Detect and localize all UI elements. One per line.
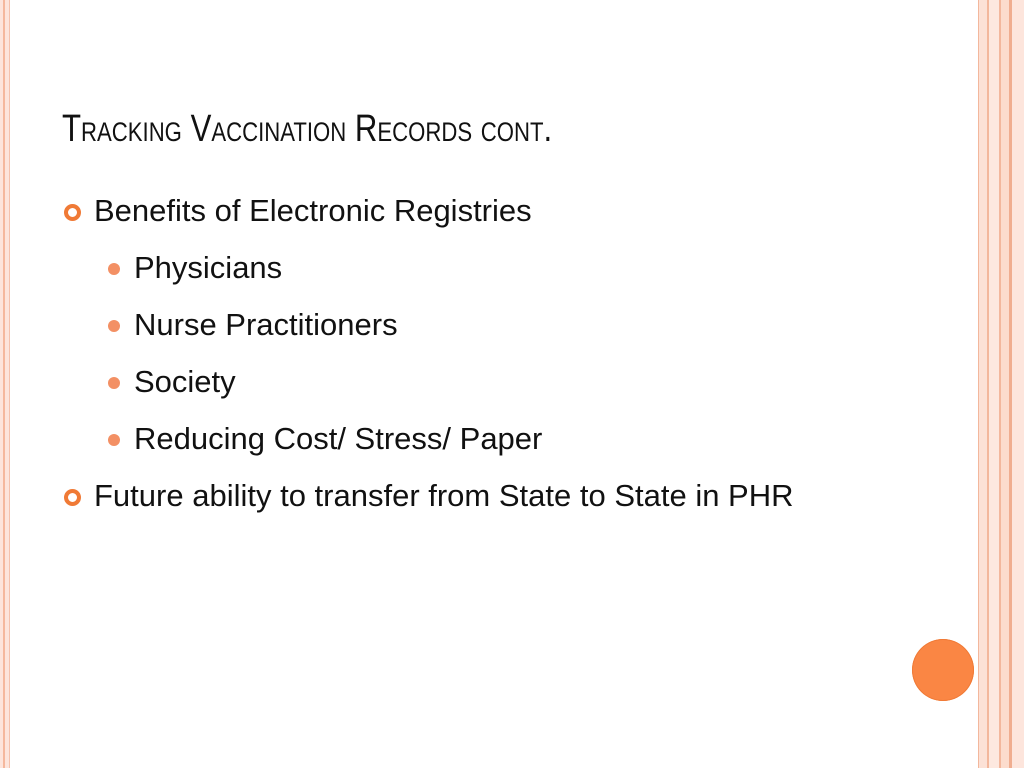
sub-bullet-item [62, 245, 882, 290]
sub-bullet-item [62, 359, 882, 404]
right-stripe-decoration [978, 0, 1024, 768]
dot-bullet-icon [108, 320, 120, 332]
bullet-list [62, 188, 882, 530]
ring-bullet-icon [64, 489, 81, 506]
slide-title: Tracking Vaccination Records cont. [62, 108, 553, 150]
bullet-text: Future ability to transfer from State to State in PHR [94, 478, 794, 513]
sub-bullet-item [62, 416, 882, 461]
orange-circle-decoration [912, 639, 974, 701]
bullet-text: Benefits of Electronic Registries [94, 193, 532, 228]
sub-bullet-item [62, 302, 882, 347]
dot-bullet-icon [108, 434, 120, 446]
sub-bullet-list [62, 245, 882, 461]
dot-bullet-icon [108, 263, 120, 275]
ring-bullet-icon [64, 204, 81, 221]
sub-bullet-text: Nurse Practitioners [134, 307, 398, 342]
sub-bullet-text: Reducing Cost/ Stress/ Paper [134, 421, 543, 456]
sub-bullet-text: Society [134, 364, 236, 399]
left-border-decoration [0, 0, 10, 768]
bullet-item [62, 473, 882, 518]
sub-bullet-text: Physicians [134, 250, 283, 285]
bullet-item [62, 188, 882, 233]
dot-bullet-icon [108, 377, 120, 389]
